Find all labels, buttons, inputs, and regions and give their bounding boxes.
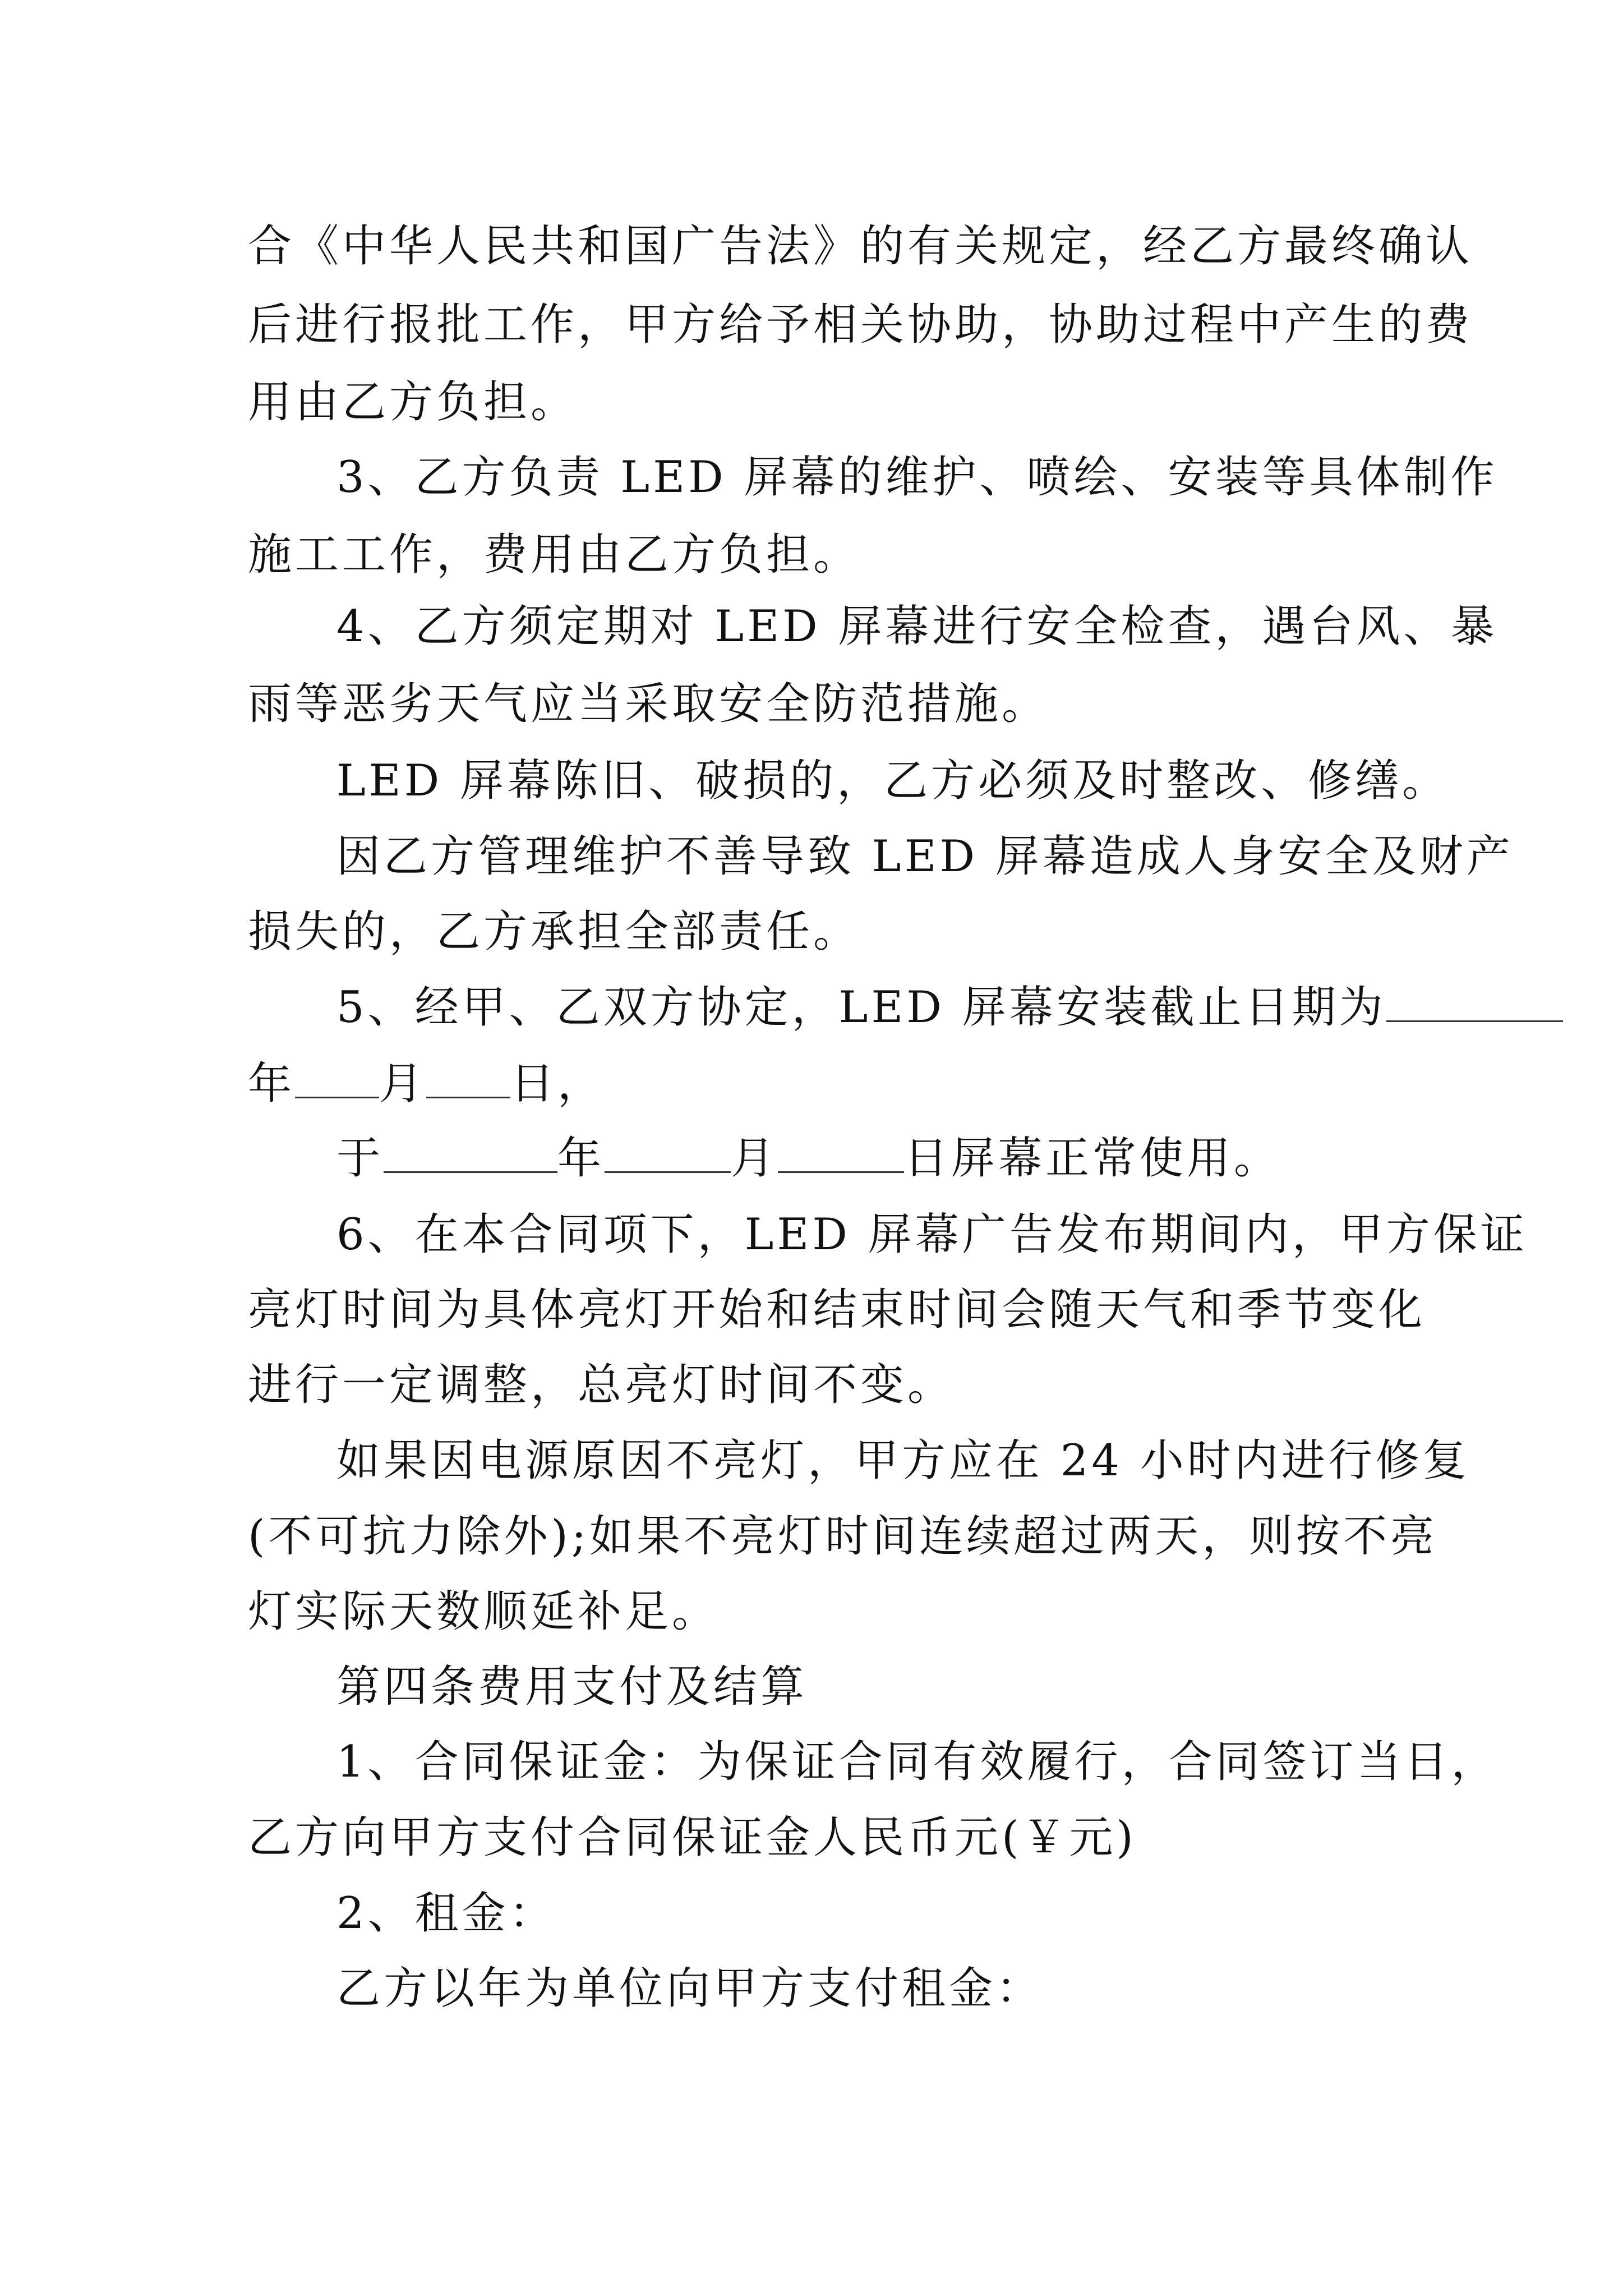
paragraph-line: (不可抗力除外);如果不亮灯时间连续超过两天，则按不亮	[248, 1511, 1438, 1562]
clause-4-line: 4、乙方须定期对 LED 屏幕进行安全检查，遇台风、暴	[336, 601, 1498, 652]
clause-5-line	[336, 982, 1563, 1033]
date-blank-year[interactable]	[1386, 986, 1563, 1022]
paragraph-line: 后进行报批工作，甲方给予相关协助，协助过程中产生的费	[248, 300, 1473, 350]
paragraph-line: 合《中华人民共和国广告法》的有关规定，经乙方最终确认	[248, 221, 1473, 272]
paragraph-line: 亮灯时间为具体亮灯开始和结束时间会随天气和季节变化	[248, 1285, 1426, 1335]
paragraph-line: 灯实际天数顺延补足。	[248, 1586, 720, 1637]
usage-blank-month[interactable]	[605, 1137, 731, 1173]
section-heading: 第四条费用支付及结算	[336, 1662, 808, 1712]
paragraph-line: 乙方以年为单位向甲方支付租金：	[336, 1963, 1044, 2014]
usage-blank-day[interactable]	[778, 1137, 904, 1173]
suffix-label: 日屏幕正常使用。	[904, 1133, 1281, 1184]
date-line-2	[336, 1133, 1281, 1184]
paragraph-line: 乙方向甲方支付合同保证金人民币元(￥元)	[248, 1812, 1137, 1863]
clause-3-line: 3、乙方负责 LED 屏幕的维护、喷绘、安装等具体制作	[336, 452, 1498, 503]
clause-1-line: 1、合同保证金：为保证合同有效履行，合同签订当日，	[336, 1737, 1498, 1787]
day-label: 日，	[510, 1059, 605, 1109]
clause-6-line: 6、在本合同项下，LED 屏幕广告发布期间内，甲方保证	[336, 1209, 1528, 1260]
date-blank-month[interactable]	[295, 1062, 379, 1098]
year-label: 年	[557, 1133, 605, 1184]
clause-5-text: 5、经甲、乙双方协定，LED 屏幕安装截止日期为	[336, 982, 1386, 1033]
paragraph-line: 雨等恶劣天气应当采取安全防范措施。	[248, 679, 1049, 729]
month-label: 月	[731, 1133, 778, 1184]
paragraph-line: 因乙方管理维护不善导致 LED 屏幕造成人身安全及财产	[336, 831, 1514, 882]
year-label: 年	[248, 1059, 296, 1109]
paragraph-line: 施工工作，费用由乙方负担。	[248, 530, 861, 580]
paragraph-line: 损失的，乙方承担全部责任。	[248, 907, 861, 957]
paragraph-line: 用由乙方负担。	[248, 377, 578, 427]
month-label: 月	[379, 1059, 427, 1109]
date-blank-day[interactable]	[426, 1062, 510, 1098]
paragraph-line: LED 屏幕陈旧、破损的，乙方必须及时整改、修缮。	[336, 756, 1450, 806]
paragraph-line: 如果因电源原因不亮灯，甲方应在 24 小时内进行修复	[336, 1435, 1470, 1486]
paragraph-line: 进行一定调整，总亮灯时间不变。	[248, 1360, 955, 1410]
date-line-1	[248, 1059, 605, 1109]
usage-blank-year[interactable]	[384, 1137, 557, 1173]
prefix-label: 于	[336, 1133, 384, 1184]
clause-2-line: 2、租金：	[336, 1888, 556, 1939]
